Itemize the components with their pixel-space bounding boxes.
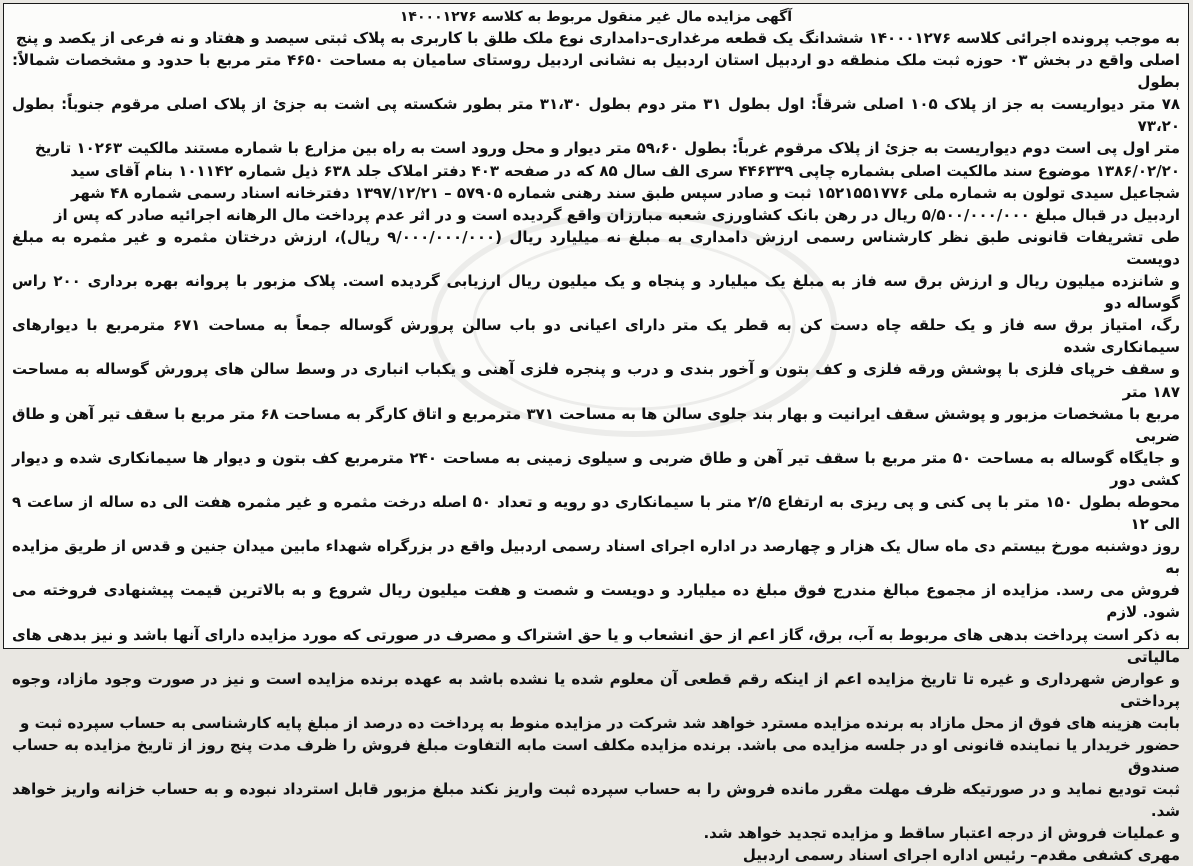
body-line: و سقف خرپای فلزی با پوشش ورقه فلزی و کف بتون و آخور بندی و درب و پنجره فلزی آهنی و یکباب انباری در وسط سالن های پرورش گوساله به مساحت ۱۸۷ متر bbox=[12, 360, 1180, 401]
auction-notice bbox=[3, 3, 1189, 865]
body-line: محوطه بطول ۱۵۰ متر با پی کنی و پی ریزی به ارتفاع ۲/۵ متر با سیمانکاری دو رویه و تعداد ۵۰ اصله درخت مثمره و غیر مثمره هفت الی ده ساله از ساعت ۹ الی ۱۲ bbox=[12, 492, 1180, 534]
body-line: حضور خریدار یا نماینده قانونی او در جلسه مزایده می باشد. برنده مزایده مکلف است مابه التفاوت مبلغ فروش را ظرف مدت پنج روز از تاریخ مزایده به حساب صندوق bbox=[12, 736, 1180, 777]
body-line: ثبت تودیع نماید و در صورتیکه ظرف مهلت مقرر مانده فروش را به حساب سپرده ثبت واریز نکند مبلغ مزبور قابل استرداد نبوده و به حساب خزانه واریز خواهد شد. bbox=[12, 780, 1180, 821]
body-line: به ذکر است پرداخت بدهی های مربوط به آب، برق، گاز اعم از حق انشعاب و یا حق اشتراک و مصرف در صورتی که مورد مزایده دارای آنها باشد و نیز بدهی های مالیاتی bbox=[12, 625, 1180, 666]
body-line: ۱۳۸۶/۰۲/۲۰ موضوع سند مالکیت اصلی بشماره چاپی ۴۴۶۳۳۹ سری الف سال ۸۵ که در صفحه ۴۰۳ دفتر املاک جلد ۶۳۸ ذیل شماره ۱۰۱۱۴۲ بنام آقای سید bbox=[70, 161, 1180, 180]
body-line: اردبیل در قبال مبلغ ۵/۵۰۰/۰۰۰/۰۰۰ ریال در رهن بانک کشاورزی شعبه مبارزان واقع گردیده است و در اثر عدم پرداخت مال الرهانه اجرائیه صادر که پس از bbox=[53, 205, 1180, 224]
body-line: مربع با مشخصات مزبور و پوشش سقف ایرانیت و بهار بند جلوی سالن ها به مساحت ۳۷۱ مترمربع و اتاق کارگر به مساحت ۶۸ متر مربع با سقف تیر آهن و طاق ضربی bbox=[12, 404, 1180, 445]
body-line: به موجب پرونده اجرائی کلاسه ۱۴۰۰۰۱۲۷۶ ششدانگ یک قطعه مرغداری–دامداری نوع ملک طلق با کاربری به پلاک ثبتی سیصد و هفتاد و نه فرعی از یکصد و پنج bbox=[15, 29, 1180, 47]
body-line: روز دوشنبه مورخ بیستم دی ماه سال یک هزار و چهارصد در اداره اجرای اسناد رسمی اردبیل واقع در بزرگراه شهداء مابین میدان جنین و قدس از طریق مزایده به bbox=[12, 537, 1180, 578]
body-line: رگ، امتیاز برق سه فاز و یک حلقه چاه دست کن به قطر یک متر دارای اعیانی دو باب سالن پرورش گوساله جمعاً به مساحت ۶۷۱ مترمربع با دیوارهای سیمانکاری شده bbox=[12, 316, 1180, 357]
body-line: و عملیات فروش از درجه اعتبار ساقط و مزایده تجدید خواهد شد. bbox=[703, 824, 1180, 843]
body-line: فروش می رسد. مزایده از مجموع مبالغ مندرج فوق مبلغ ده میلیارد و دویست و شصت و هفت میلیون ریال شروع و به بالاترین قیمت پیشنهادی فروخته می شود. لازم bbox=[12, 581, 1180, 622]
body-line: متر اول پی است دوم دیواریست به جزئ از پلاک مرقوم غرباً: بطول ۵۹،۶۰ متر دیوار و محل ورود است به راه بین مزارع با شماره مستند مالکیت ۱۰۲۶۳ تاریخ bbox=[34, 139, 1180, 158]
body-line: بابت هزینه های فوق از محل مازاد به برنده مزایده مسترد خواهد شد شرکت در مزایده منوط به پرداخت ده درصد از مبلغ پایه کارشناسی به حساب سپرده ثبت و bbox=[20, 713, 1180, 732]
signature-line: مهری کشفی مقدم– رئیس اداره اجرای اسناد رسمی اردبیل bbox=[742, 846, 1180, 865]
body-line: اصلی واقع در بخش ۰۳ حوزه ثبت ملک منطقه دو اردبیل استان اردبیل به نشانی اردبیل روستای سامیان به مساحت ۴۶۵۰ متر مربع با حدود و مشخصات شمالاً: بطول bbox=[12, 51, 1180, 92]
body-line: و جایگاه گوساله به مساحت ۵۰ متر مربع با سقف تیر آهن و طاق ضربی و سیلوی زمینی به مساحت ۲۴۰ مترمربع کف بتون و دیوار ها سیمانکاری شده و دیوار کشی دور bbox=[12, 448, 1181, 489]
notice-title: آگهی مزایده مال غیر منقول مربوط به کلاسه ۱۴۰۰۰۱۲۷۶ bbox=[399, 9, 793, 25]
body-line: شجاعیل سیدی تولون به شماره ملی ۱۵۲۱۵۵۱۷۷۶ ثبت و صادر سپس طبق سند رهنی شماره ۵۷۹۰۵ – ۱۳۹۷/۱۲/۲۱ دفترخانه اسناد رسمی شماره ۴۸ شهر bbox=[71, 183, 1180, 202]
body-line: و شانزده میلیون ریال و ارزش برق سه فاز به مبلغ یک میلیارد و پنجاه و یک میلیون ریال ارزیابی گردیده است. پلاک مزبور با پروانه بهره برداری ۲۰۰ راس گوساله دو bbox=[12, 272, 1181, 313]
notice-body bbox=[12, 27, 1180, 844]
body-line: و عوارض شهرداری و غیره تا تاریخ مزایده اعم از اینکه رقم قطعی آن معلوم شده یا نشده باشد به عهده برنده مزایده است و نیز در صورت وجود مازاد، وجوه پرداختی bbox=[12, 669, 1180, 710]
body-line: ۷۸ متر دیواریست به جز از پلاک ۱۰۵ اصلی شرقاً: اول بطول ۳۱ متر دوم بطول ۳۱،۳۰ متر بطور شکسته پی اشت به جزئ از پلاک اصلی مرقوم جنوباً: بطول ۷۳،۲۰ bbox=[12, 95, 1180, 136]
body-line: طی تشریفات قانونی طبق نظر کارشناس رسمی ارزش دامداری به مبلغ نه میلیارد ریال (۹/۰۰۰/۰۰۰/۰۰۰ ریال)، ارزش درختان مثمره و غیر مثمره به مبلغ دویست bbox=[12, 227, 1181, 268]
